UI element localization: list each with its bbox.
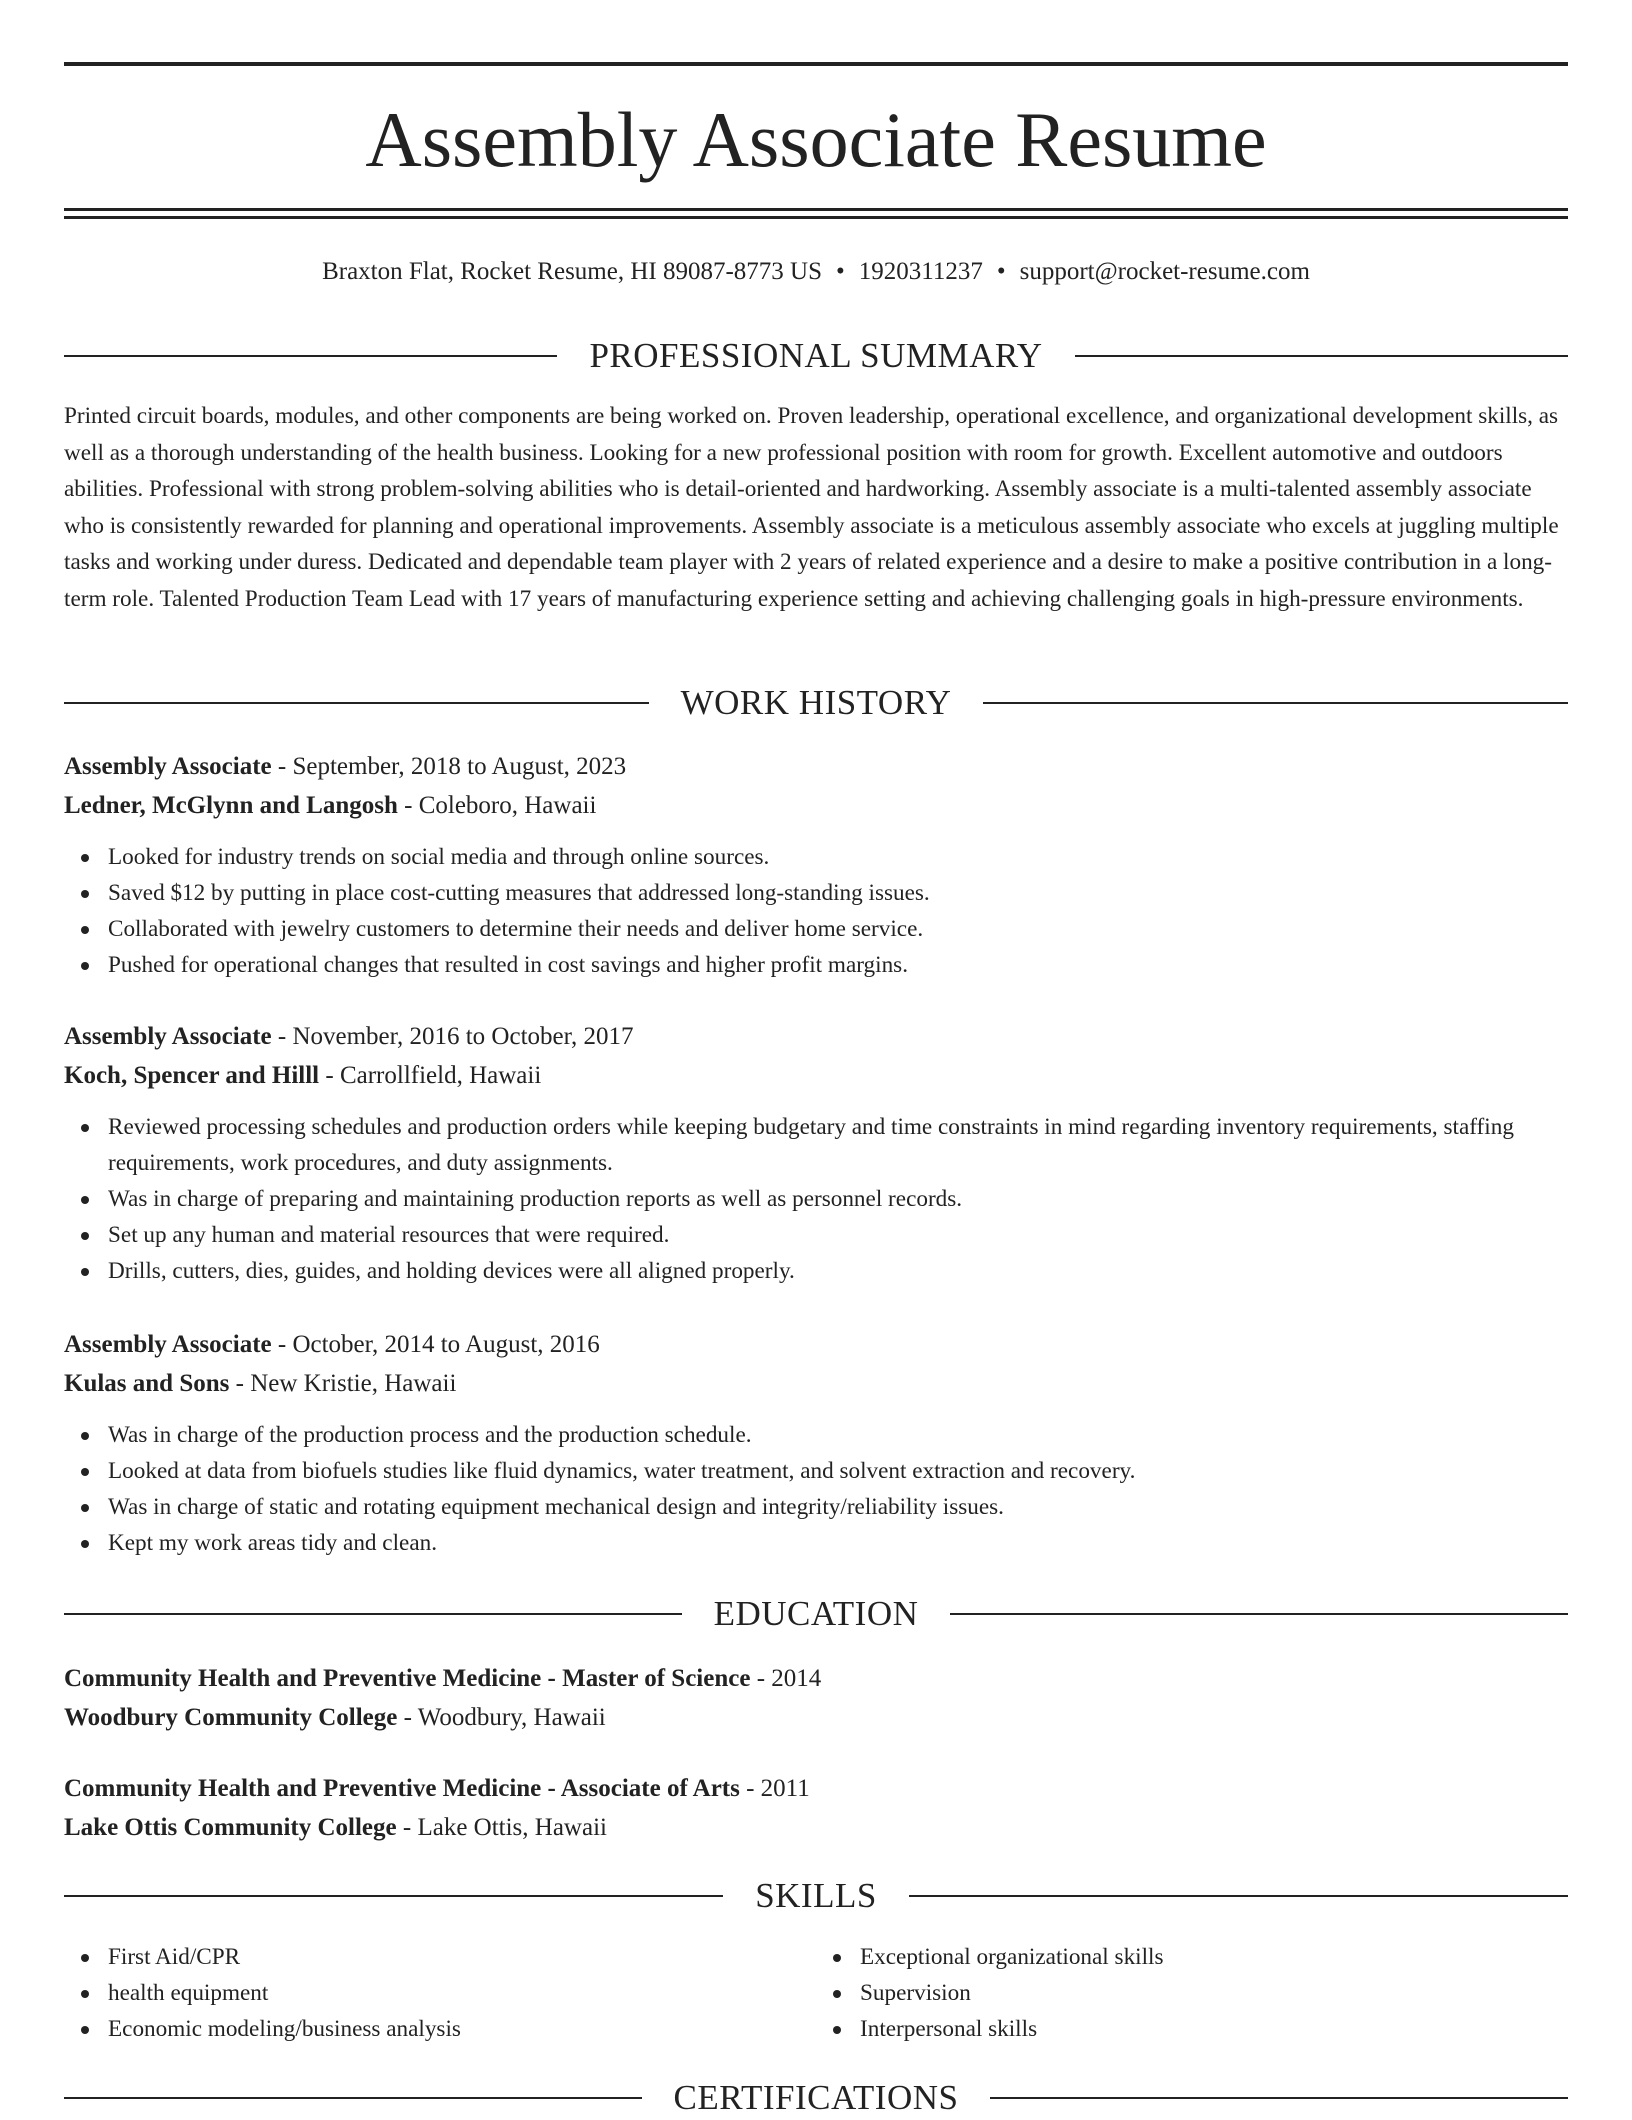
- contact-phone: 1920311237: [858, 258, 983, 285]
- job-bullets: [64, 1109, 1568, 1289]
- work-entry: [64, 1017, 1568, 1289]
- heading-rule: [990, 2097, 1568, 2099]
- job-company-row: [64, 1364, 1568, 1403]
- education-school-row: [64, 1808, 1568, 1847]
- section-heading-work-history: [64, 681, 1568, 725]
- education-location: - Lake Ottis, Hawaii: [396, 1814, 607, 1841]
- education-entry: [64, 1659, 1568, 1737]
- skill-item: Interpersonal skills: [816, 2011, 1568, 2047]
- job-location: - Carrollfield, Hawaii: [319, 1062, 542, 1089]
- job-company: Koch, Spencer and Hilll: [64, 1062, 320, 1089]
- education-school: Woodbury Community College: [64, 1704, 398, 1731]
- job-title: Assembly Associate: [64, 753, 272, 780]
- header-double-rule-lower: [64, 216, 1568, 219]
- contact-separator: •: [836, 258, 845, 285]
- heading-rule: [950, 1613, 1568, 1615]
- list-item: Pushed for operational changes that resulted in cost savings and higher profit margins.: [64, 947, 1568, 983]
- job-location: - New Kristie, Hawaii: [229, 1370, 457, 1397]
- heading-rule: [64, 355, 557, 357]
- list-item: Was in charge of static and rotating equipment mechanical design and integrity/reliability issues.: [64, 1489, 1568, 1525]
- job-dates: - October, 2014 to August, 2016: [271, 1331, 600, 1358]
- job-title: Assembly Associate: [64, 1331, 272, 1358]
- skill-item: Supervision: [816, 1975, 1568, 2011]
- job-title-row: [64, 1017, 1568, 1056]
- page-title: Assembly Associate Resume: [365, 96, 1267, 183]
- skills-list-right: [816, 1939, 1568, 2047]
- section-heading-label: EDUCATION: [713, 1594, 919, 1633]
- section-heading-label: SKILLS: [755, 1876, 877, 1915]
- education-school-row: [64, 1698, 1568, 1737]
- job-company-row: [64, 1056, 1568, 1095]
- section-heading-certifications: [64, 2076, 1568, 2120]
- heading-rule: [909, 1895, 1568, 1897]
- section-heading-skills: [64, 1874, 1568, 1918]
- list-item: Collaborated with jewelry customers to determine their needs and deliver home service.: [64, 911, 1568, 947]
- skill-item: First Aid/CPR: [64, 1939, 816, 1975]
- job-company-row: [64, 786, 1568, 825]
- job-company: Ledner, McGlynn and Langosh: [64, 792, 398, 819]
- section-heading-education: [64, 1592, 1568, 1636]
- section-heading-label: CERTIFICATIONS: [673, 2078, 959, 2117]
- heading-rule: [64, 1895, 723, 1897]
- section-heading-summary: [64, 334, 1568, 378]
- education-year: - 2011: [739, 1775, 810, 1802]
- job-title-row: [64, 747, 1568, 786]
- heading-rule: [64, 2097, 642, 2099]
- section-heading-label: WORK HISTORY: [680, 683, 952, 722]
- job-location: - Coleboro, Hawaii: [397, 792, 597, 819]
- job-dates: - September, 2018 to August, 2023: [271, 753, 627, 780]
- list-item: Saved $12 by putting in place cost-cutting measures that addressed long-standing issues.: [64, 875, 1568, 911]
- list-item: Was in charge of preparing and maintaining production reports as well as personnel records.: [64, 1181, 1568, 1217]
- education-location: - Woodbury, Hawaii: [397, 1704, 606, 1731]
- education-degree-row: [64, 1659, 1568, 1698]
- list-item: Looked for industry trends on social media and through online sources.: [64, 839, 1568, 875]
- work-entry: [64, 747, 1568, 983]
- heading-rule: [64, 1613, 682, 1615]
- list-item: Drills, cutters, dies, guides, and holding devices were all aligned properly.: [64, 1253, 1568, 1289]
- heading-rule: [983, 702, 1568, 704]
- education-entry: [64, 1769, 1568, 1847]
- header-top-rule: [64, 62, 1568, 66]
- list-item: Set up any human and material resources that were required.: [64, 1217, 1568, 1253]
- contact-email: support@rocket-resume.com: [1019, 258, 1310, 285]
- work-entry: [64, 1325, 1568, 1561]
- skill-item: Exceptional organizational skills: [816, 1939, 1568, 1975]
- education-degree: Community Health and Preventive Medicine - Associate of Arts: [64, 1775, 740, 1802]
- job-dates: - November, 2016 to October, 2017: [271, 1023, 634, 1050]
- list-item: Was in charge of the production process and the production schedule.: [64, 1417, 1568, 1453]
- contact-separator: •: [996, 258, 1006, 285]
- job-bullets: [64, 1417, 1568, 1561]
- education-year: - 2014: [750, 1665, 822, 1692]
- contact-line: [64, 254, 1568, 290]
- job-bullets: [64, 839, 1568, 983]
- header-double-rule-upper: [64, 208, 1568, 211]
- contact-address: Braxton Flat, Rocket Resume, HI 89087-8773 US: [322, 258, 823, 285]
- heading-rule: [1075, 355, 1568, 357]
- list-item: Kept my work areas tidy and clean.: [64, 1525, 1568, 1561]
- section-heading-label: PROFESSIONAL SUMMARY: [589, 336, 1043, 375]
- skills-columns: [64, 1939, 1568, 2047]
- education-degree: Community Health and Preventive Medicine - Master of Science: [64, 1665, 751, 1692]
- skill-item: health equipment: [64, 1975, 816, 2011]
- heading-rule: [64, 702, 649, 704]
- job-title-row: [64, 1325, 1568, 1364]
- job-title: Assembly Associate: [64, 1023, 272, 1050]
- job-company: Kulas and Sons: [64, 1370, 230, 1397]
- list-item: Looked at data from biofuels studies like fluid dynamics, water treatment, and solvent extraction and recovery.: [64, 1453, 1568, 1489]
- education-school: Lake Ottis Community College: [64, 1814, 397, 1841]
- skill-item: Economic modeling/business analysis: [64, 2011, 816, 2047]
- skills-list-left: [64, 1939, 816, 2047]
- education-degree-row: [64, 1769, 1568, 1808]
- summary-text: Printed circuit boards, modules, and other components are being worked on. Proven leadership, operational excellence, and organizational development skills, as well as a thorough understanding of the health business. Looking for a new professional position with room for growth. Excellent automotive and outdoors abilities. Professional with strong problem-solving abilities who is detail-oriented and hardworking. Assembly associate is a multi-talented assembly associate who is consistently rewarded for planning and operational improvements. Assembly associate is a meticulous assembly associate who excels at juggling multiple tasks and working under duress. Dedicated and dependable team player with 2 years of related experience and a desire to make a positive contribution in a long-term role. Talented Production Team Lead with 17 years of manufacturing experience setting and achieving challenging goals in high-pressure environments.: [64, 403, 1559, 612]
- list-item: Reviewed processing schedules and production orders while keeping budgetary and time constraints in mind regarding inventory requirements, staffing requirements, work procedures, and duty assignments.: [64, 1109, 1568, 1181]
